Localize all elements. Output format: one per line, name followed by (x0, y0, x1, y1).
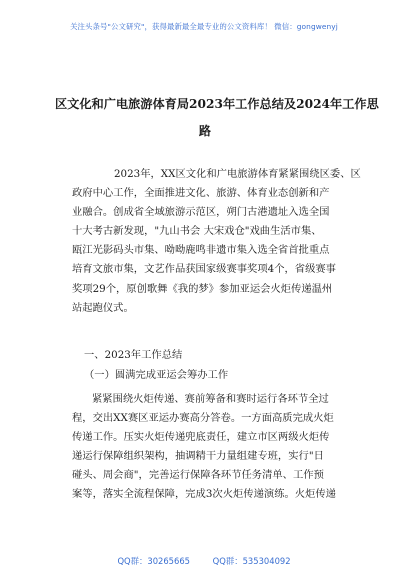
text-line: 十大考古新发现，"九山书会 大宋戏仓"戏曲生活市集、 (72, 225, 322, 238)
text-line: 站起跑仪式。 (72, 301, 134, 314)
footer (0, 555, 408, 567)
text-line: 培育文旅市集，文艺作品获国家级赛事奖项4个，省级赛事 (72, 263, 336, 276)
footer-qq-group-2: QQ群：535304092 (212, 556, 291, 566)
text-line: 案等，落实全流程保障，完成3次火炬传递演练。火炬传递 (72, 488, 336, 501)
subsection-heading: （一）圆满完成亚运会筹办工作 (84, 369, 229, 381)
header-banner: 关注头条号"公文研究"，获得最新最全最专业的公文资料库！ 微信：gongwenyj (70, 22, 338, 31)
intro-paragraph (72, 165, 361, 318)
section-heading: 一、2023年工作总结 (84, 349, 183, 361)
text-line: 瓯江光影码头市集、呦呦鹿鸣非遗市集入选全省首批重点 (72, 244, 330, 257)
text-line: 紧紧围绕火炬传递、赛前筹备和赛时运行各环节全过 (92, 393, 329, 405)
text-line: 政府中心工作，全面推进文化、旅游、体育业态创新和产 (72, 187, 330, 200)
text-line: 程，交出XX赛区亚运办赛高分答卷。一方面高质完成火炬 (72, 412, 334, 425)
text-line: 碰头、周会商"，完善运行保障各环节任务清单、工作预 (72, 469, 324, 482)
text-line: 递运行保障组织架构，抽调精干力量组建专班，实行"日 (72, 450, 324, 463)
text-line: 奖项29个，原创歌舞《我的梦》参加亚运会火炬传递温州 (72, 282, 333, 295)
document-title: 区文化和广电旅游体育局2023年工作总结及2024年工作思 (55, 97, 379, 111)
body-paragraph (72, 390, 342, 505)
text-line: 传递工作。压实火炬传递兜底责任，建立市区两级火炬传 (72, 431, 330, 444)
text-line: 业融合。创成省全域旅游示范区，朔门古港遗址入选全国 (72, 206, 330, 219)
text-line: 2023年，XX区文化和广电旅游体育紧紧围绕区委、区 (114, 168, 361, 180)
document-title-continuation: 路 (198, 124, 212, 138)
footer-qq-group-1: QQ群：30265665 (117, 556, 190, 566)
